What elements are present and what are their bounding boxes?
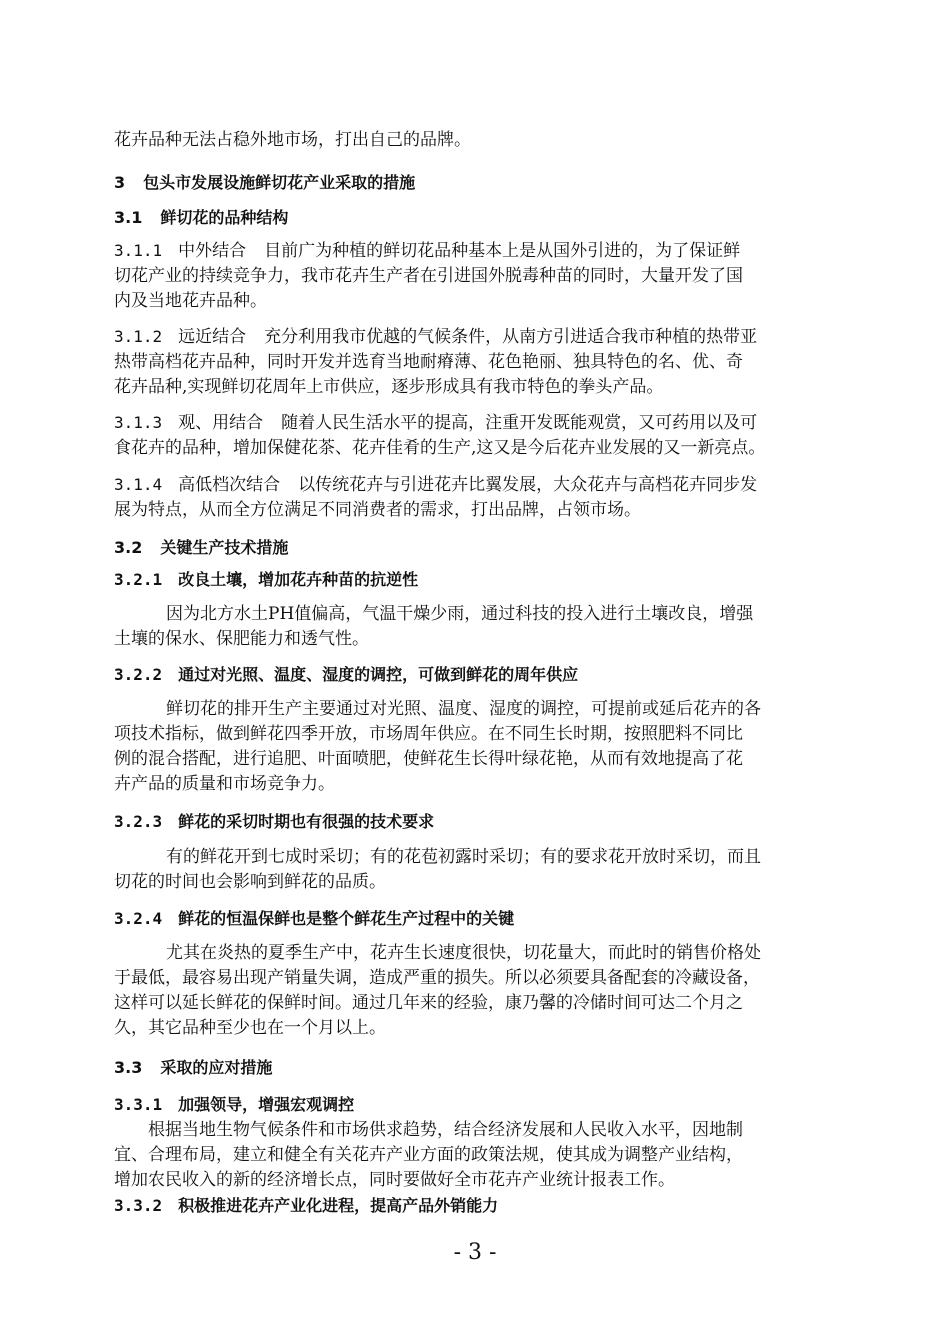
item-title: 积极推进花卉产业化进程，提高产品外销能力 <box>178 1196 499 1215</box>
item-lead: 高低档次结合 <box>178 475 281 495</box>
item-title: 加强领导，增强宏观调控 <box>178 1095 355 1114</box>
section-number: 3.3 <box>114 1058 143 1077</box>
paragraph-line <box>114 628 844 650</box>
paragraph-text: 宜、合理布局，建立和健全有关花卉产业方面的政策法规，使其成为调整产业结构， <box>114 1145 743 1165</box>
paragraph-text: 花卉品种无法占稳外地市场，打出自己的品牌。 <box>114 130 471 150</box>
paragraph-line <box>166 846 846 868</box>
paragraph-line <box>166 603 846 625</box>
paragraph-text: 土壤的保水、保肥能力和透气性。 <box>114 629 369 649</box>
item-number: 3.1.3 <box>114 413 163 432</box>
paragraph-line <box>114 773 844 795</box>
paragraph-text: 久，其它品种至少也在一个月以上。 <box>114 1018 386 1038</box>
paragraph-line <box>114 437 844 459</box>
paragraph-line <box>148 1119 848 1141</box>
section-number: 3 <box>114 173 126 192</box>
item-title: 鲜花的采切时期也有很强的技术要求 <box>178 812 435 831</box>
paragraph-line <box>114 1144 844 1166</box>
paragraph-line <box>114 265 844 287</box>
paragraph-line <box>166 942 846 964</box>
item-number: 3.3.1 <box>114 1095 163 1114</box>
paragraph-line <box>114 967 844 989</box>
paragraph-line <box>114 723 844 745</box>
paragraph-line <box>114 748 844 770</box>
paragraph-text: 随着人民生活水平的提高，注重开发既能观赏，又可药用以及可 <box>281 413 758 433</box>
item-title: 通过对光照、温度、湿度的调控，可做到鲜花的周年供应 <box>178 665 579 684</box>
paragraph-text: 花卉品种,实现鲜切花周年上市供应，逐步形成具有我市特色的拳头产品。 <box>114 377 664 397</box>
paragraph-line <box>114 1169 844 1191</box>
paragraph-text: 切花的时间也会影响到鲜花的品质。 <box>114 872 386 892</box>
paragraph-line <box>114 499 844 521</box>
paragraph-text: 根据当地生物气候条件和市场供求趋势，结合经济发展和人民收入水平，因地制 <box>148 1120 743 1140</box>
section-title: 关键生产技术措施 <box>160 538 289 557</box>
paragraph-text: 尤其在炎热的夏季生产中，花卉生长速度很快，切花量大，而此时的销售价格处 <box>166 943 761 963</box>
item-heading <box>114 1195 844 1217</box>
subsection-heading <box>114 1057 844 1079</box>
paragraph-line <box>114 290 844 312</box>
paragraph-text: 食花卉的品种，增加保健花茶、花卉佳肴的生产,这又是今后花卉业发展的又一新亮点。 <box>114 438 766 458</box>
subsection-heading <box>114 537 844 559</box>
item-title: 鲜花的恒温保鲜也是整个鲜花生产过程中的关键 <box>178 909 515 928</box>
paragraph-line <box>114 474 844 496</box>
paragraph-text: 内及当地花卉品种。 <box>114 291 267 311</box>
item-heading <box>114 811 844 833</box>
item-number: 3.1.4 <box>114 475 163 494</box>
page-number: - 3 - <box>453 1240 497 1265</box>
paragraph-text: 例的混合搭配，进行追肥、叶面喷肥，使鲜花生长得叶绿花艳，从而有效地提高了花 <box>114 749 743 769</box>
item-number: 3.1.1 <box>114 241 163 260</box>
paragraph-line <box>114 871 844 893</box>
paragraph-line <box>114 326 844 348</box>
paragraph-text: 项技术指标，做到鲜花四季开放，市场周年供应。在不同生长时期，按照肥料不同比 <box>114 724 743 744</box>
paragraph-line <box>114 376 844 398</box>
paragraph-line <box>114 351 844 373</box>
text-line <box>114 129 844 151</box>
paragraph-text: 于最低，最容易出现产销量失调，造成严重的损失。所以必须要具备配套的冷藏设备， <box>114 968 760 988</box>
paragraph-text: 因为北方水土PH值偏高，气温干燥少雨，通过科技的投入进行土壤改良，增强 <box>166 604 754 624</box>
item-heading <box>114 569 844 591</box>
paragraph-text: 目前广为种植的鲜切花品种基本上是从国外引进的，为了保证鲜 <box>264 241 741 261</box>
section-heading <box>114 172 844 194</box>
paragraph-text: 热带高档花卉品种，同时开发并选育当地耐瘠薄、花色艳丽、独具特色的名、优、奇 <box>114 352 743 372</box>
section-title: 包头市发展设施鲜切花产业采取的措施 <box>143 173 416 192</box>
paragraph-line <box>114 1017 844 1039</box>
section-title: 鲜切花的品种结构 <box>160 208 289 227</box>
item-heading <box>114 664 844 686</box>
paragraph-text: 切花产业的持续竞争力，我市花卉生产者在引进国外脱毒种苗的同时，大量开发了国 <box>114 266 743 286</box>
item-number: 3.2.3 <box>114 812 163 831</box>
item-number: 3.1.2 <box>114 327 163 346</box>
item-lead: 观、用结合 <box>178 413 264 433</box>
item-number: 3.2.4 <box>114 909 163 928</box>
paragraph-line <box>114 992 844 1014</box>
item-lead: 远近结合 <box>178 327 247 347</box>
paragraph-text: 鲜切花的排开生产主要通过对光照、温度、湿度的调控，可提前或延后花卉的各 <box>166 699 761 719</box>
paragraph-text: 以传统花卉与引进花卉比翼发展，大众花卉与高档花卉同步发 <box>298 475 758 495</box>
item-heading <box>114 908 844 930</box>
subsection-heading <box>114 207 844 229</box>
item-title: 改良土壤，增加花卉种苗的抗逆性 <box>178 570 419 589</box>
paragraph-line <box>114 240 844 262</box>
item-lead: 中外结合 <box>178 241 247 261</box>
paragraph-line <box>166 698 846 720</box>
section-title: 采取的应对措施 <box>160 1058 273 1077</box>
paragraph-text: 展为特点，从而全方位满足不同消费者的需求，打出品牌，占领市场。 <box>114 500 641 520</box>
item-heading <box>114 1094 844 1116</box>
paragraph-text: 有的鲜花开到七成时采切；有的花苞初露时采切；有的要求花开放时采切，而且 <box>166 847 761 867</box>
section-number: 3.1 <box>114 208 143 227</box>
paragraph-text: 这样可以延长鲜花的保鲜时间。通过几年来的经验，康乃馨的冷储时间可达二个月之 <box>114 993 743 1013</box>
item-number: 3.2.1 <box>114 570 163 589</box>
paragraph-line <box>114 412 844 434</box>
section-number: 3.2 <box>114 538 143 557</box>
paragraph-text: 增加农民收入的新的经济增长点，同时要做好全市花卉产业统计报表工作。 <box>114 1170 675 1190</box>
paragraph-text: 充分利用我市优越的气候条件，从南方引进适合我市种植的热带亚 <box>264 327 758 347</box>
item-number: 3.2.2 <box>114 665 163 684</box>
item-number: 3.3.2 <box>114 1196 163 1215</box>
paragraph-text: 卉产品的质量和市场竞争力。 <box>114 774 335 794</box>
